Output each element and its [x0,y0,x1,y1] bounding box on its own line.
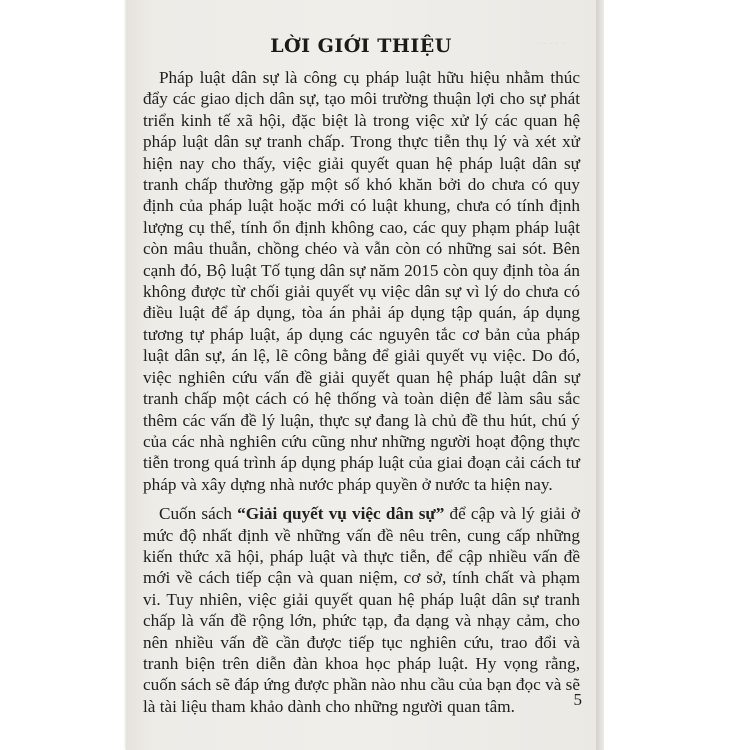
page-edge [596,0,604,750]
paragraph-1: Pháp luật dân sự là công cụ pháp luật hữu hiệu nhằm thúc đẩy các giao dịch dân sự, tạo môi trường thuận lợi cho sự phát triển kinh tế xã hội, đặc biệt là trong việc xử lý các quan hệ pháp luật dân sự tranh chấp. Trong thực tiễn thụ lý và xét xử hiện nay cho thấy, việc giải quyết quan hệ pháp luật dân sự tranh chấp thường gặp một số khó khăn bởi do chưa có quy định của pháp luật hoặc mới có luật khung, chưa có tính định lượng cụ thể, tính ổn định không cao, các quy phạm pháp luật còn mâu thuẫn, chồng chéo và vẫn còn có những sai sót. Bên cạnh đó, Bộ luật Tố tụng dân sự năm 2015 còn quy định tòa án không được từ chối giải quyết vụ việc dân sự vì lý do chưa có điều luật để áp dụng, tòa án phải áp dụng tập quán, áp dụng tương tự pháp luật, áp dụng các nguyên tắc cơ bản của pháp luật dân sự, án lệ, lẽ công bằng để giải quyết vụ việc. Do đó, việc nghiên cứu vấn đề giải quyết quan hệ pháp luật dân sự tranh chấp một cách có hệ thống và toàn diện để làm sâu sắc thêm các vấn đề lý luận, thực sự đang là chủ đề thu hút, chú ý của các nhà nghiên cứu cũng như những người hoạt động thực tiễn trong quá trình áp dụng pháp luật của giai đoạn cải cách tư pháp và xây dựng nhà nước pháp quyền ở nước ta hiện nay. [143,68,580,494]
paragraph-2-rest: để cập và lý giải ở mức độ nhất định về những vấn đề nêu trên, cung cấp những kiến thức xã hội, pháp luật và thực tiễn, để cập nhiều vấn đề mới về cách tiếp cận và quan niệm, cơ sở, tính chất và phạm vi. Tuy nhiên, việc giải quyết quan hệ pháp luật dân sự tranh chấp là vấn đề rộng lớn, phức tạp, đa dạng và nhạy cảm, cho nên nhiều vấn đề cần được tiếp tục nghiên cứu, trao đổi và tranh biện trên diễn đàn khoa học pháp luật. Hy vọng rằng, cuốn sách sẽ đáp ứng được phần nào nhu cầu của bạn đọc và sẽ là tài liệu tham khảo dành cho những người quan tâm. [143,504,580,716]
book-page [126,0,596,750]
book-title: “Giải quyết vụ việc dân sự” [237,504,445,524]
page-body [143,67,580,717]
page-title: LỜI GIỚI THIỆU [270,35,452,57]
paragraph-2 [143,503,580,717]
bleed-through-text: · · · · · [536,38,566,50]
page-number: 5 [573,690,582,709]
paragraph-2-start: Cuốn sách [159,504,238,524]
